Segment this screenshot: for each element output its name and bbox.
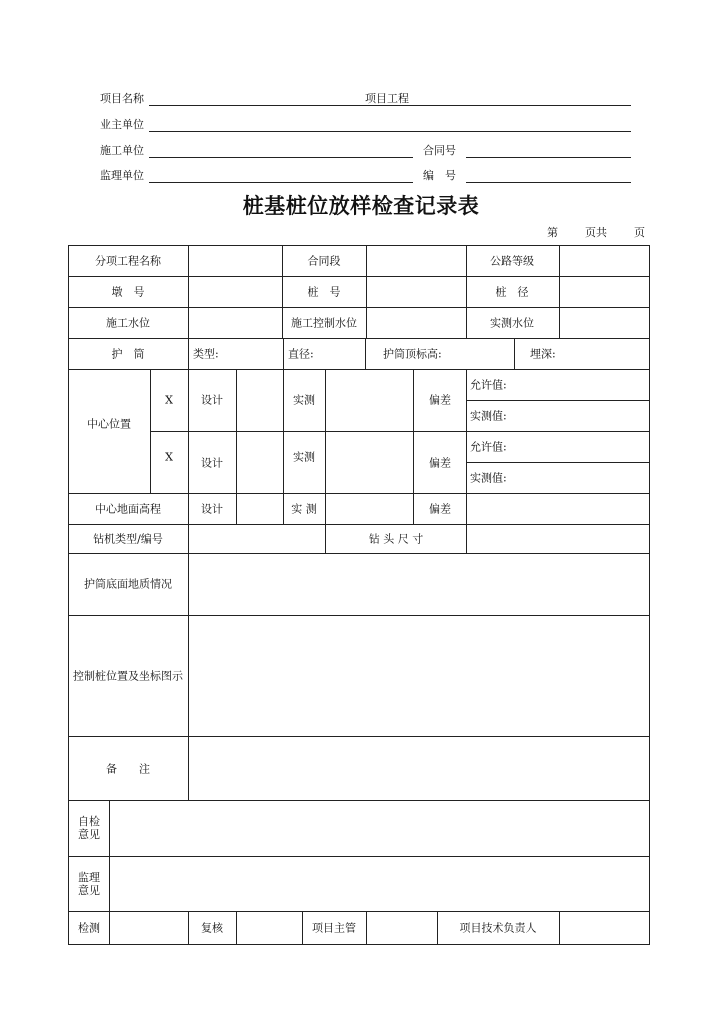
- project-name-value: 项目工程: [365, 92, 409, 105]
- control-pile-diagram-label: 控制桩位置及坐标图示: [73, 669, 183, 683]
- measured-label-2: 实测: [293, 450, 315, 464]
- supervision-opinion-label: 监理意见: [78, 871, 100, 897]
- control-water-level-label: 施工控制水位: [291, 316, 357, 330]
- center-ground-elevation-label: 中心地面高程: [95, 502, 161, 516]
- serial-no-label: 编 号: [423, 169, 456, 182]
- measured-label-1: 实测: [293, 393, 315, 407]
- measured-water-level-label: 实测水位: [490, 316, 534, 330]
- contractor-label: 施工单位: [100, 144, 144, 157]
- deviation-label-2: 偏差: [429, 456, 451, 470]
- contract-no-label: 合同号: [423, 144, 456, 157]
- contract-no-line[interactable]: [466, 157, 631, 158]
- owner-line[interactable]: [149, 131, 631, 132]
- bit-size-label: 钻 头 尺 寸: [368, 532, 424, 546]
- pile-no-label: 桩 号: [307, 285, 341, 299]
- pile-diameter-label: 桩 径: [495, 285, 529, 299]
- table-border: [69, 246, 650, 945]
- casing-diameter-label: 直径:: [288, 347, 314, 361]
- review-label: 复核: [201, 921, 223, 935]
- design-label-2: 设计: [201, 456, 223, 470]
- x-label-2: X: [165, 450, 173, 464]
- project-name-label: 项目名称: [100, 92, 144, 105]
- design-label-3: 设计: [201, 502, 223, 516]
- construction-water-level-label: 施工水位: [106, 316, 150, 330]
- casing-type-label: 类型:: [193, 347, 219, 361]
- x-label-1: X: [165, 393, 173, 407]
- page-total-label: 页共: [585, 226, 607, 239]
- contract-section-label: 合同段: [307, 254, 341, 268]
- casing-bottom-geology-label: 护筒底面地质情况: [84, 577, 172, 591]
- technical-lead-label: 项目技术负责人: [459, 921, 537, 935]
- drill-type-label: 钻机类型/编号: [93, 532, 163, 546]
- measured-value-label-2: 实测值:: [470, 471, 507, 485]
- project-manager-label: 项目主管: [312, 921, 356, 935]
- allowed-value-label-1: 允许值:: [470, 378, 507, 392]
- supervisor-line[interactable]: [149, 182, 413, 183]
- owner-label: 业主单位: [100, 118, 144, 131]
- self-check-opinion-label: 自检意见: [78, 815, 100, 841]
- pier-no-label: 墩 号: [111, 285, 145, 299]
- design-label-1: 设计: [201, 393, 223, 407]
- inspection-label: 检测: [78, 921, 100, 935]
- casing-label: 护 筒: [111, 347, 145, 361]
- center-position-label: 中心位置: [87, 417, 131, 431]
- burial-depth-label: 埋深:: [530, 347, 556, 361]
- deviation-label-3: 偏差: [429, 502, 451, 516]
- road-grade-label: 公路等级: [490, 254, 534, 268]
- serial-no-line[interactable]: [466, 182, 631, 183]
- page-di-label: 第: [547, 226, 558, 239]
- casing-top-elevation-label: 护筒顶标高:: [383, 347, 442, 361]
- contractor-line[interactable]: [149, 157, 413, 158]
- measured-value-label-1: 实测值:: [470, 409, 507, 423]
- page-title: 桩基桩位放样检查记录表: [242, 194, 480, 218]
- subproject-name-label: 分项工程名称: [95, 254, 161, 268]
- allowed-value-label-2: 允许值:: [470, 440, 507, 454]
- page-label: 页: [634, 226, 645, 239]
- measured-label-3: 实 测: [291, 502, 317, 516]
- remarks-label: 备 注: [106, 762, 150, 776]
- supervisor-label: 监理单位: [100, 169, 144, 182]
- deviation-label-1: 偏差: [429, 393, 451, 407]
